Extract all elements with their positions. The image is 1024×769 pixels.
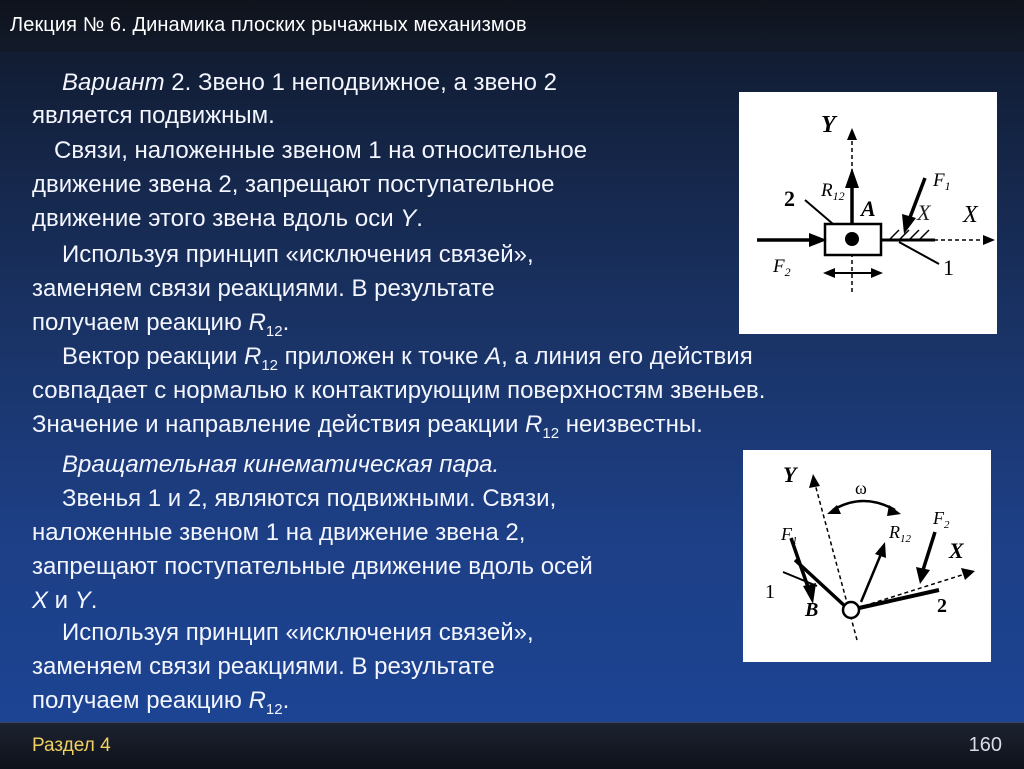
x-axis-label-secondary: X: [917, 200, 931, 225]
text-line: получаем реакцию $R_{12}$.: [32, 687, 290, 718]
text-line: движение этого звена вдоль оси Y.: [32, 205, 423, 232]
text-line: является подвижным.: [32, 102, 275, 129]
text-line: движение звена 2, запрещают поступательное: [32, 171, 555, 198]
r12-arrowhead: [845, 168, 859, 188]
footer-bar: [0, 722, 1024, 769]
omega-arrowhead-right: [887, 505, 901, 516]
link2-bar: [859, 590, 939, 608]
figure-prismatic-pair: [739, 92, 997, 334]
text-line: заменяем связи реакциями. В результате: [32, 275, 495, 302]
page-number: 160: [968, 734, 1002, 756]
text-line: совпадает с нормалью к контактирующим поверхностям звеньев.: [32, 377, 766, 404]
y-axis-arrowhead: [847, 128, 857, 140]
text-line: наложенные звеном 1 на движение звена 2,: [32, 519, 526, 546]
y-axis-label: Y: [821, 112, 836, 138]
f2-vector: [923, 532, 935, 570]
text-line: Вариант 2. Звено 1 неподвижное, а звено 2: [62, 69, 557, 96]
text-line: X и Y.: [32, 587, 98, 614]
title-bar: [0, 0, 1024, 52]
prismatic-pair-diagram: [739, 92, 997, 334]
text-line: Связи, наложенные звеном 1 на относительное: [54, 137, 588, 164]
r12-label: $R_{12}$: [821, 180, 845, 203]
link1-label: 1: [943, 255, 954, 280]
link2-leader: [805, 200, 833, 224]
x-axis-label: X: [949, 538, 964, 563]
motion-arrowhead-right: [871, 268, 883, 278]
text-line: Используя принцип «исключения связей»,: [62, 241, 534, 268]
point-a-dot: [845, 232, 859, 246]
f2-label: $F_2$: [773, 256, 791, 279]
text-line: получаем реакцию $R_{12}$.: [32, 309, 290, 340]
revolute-pair-diagram: [743, 450, 991, 662]
text-line: Вектор реакции $R_{12}$ приложен к точке А, а линия его действия: [62, 343, 753, 374]
subheading: Вращательная кинематическая пара.: [62, 451, 500, 478]
y-axis-arrowhead: [809, 474, 820, 488]
x-axis-label: X: [963, 202, 978, 228]
point-b-label: B: [805, 599, 819, 621]
link2-label: 2: [784, 186, 795, 211]
section-label: Раздел 4: [32, 735, 111, 756]
joint-b: [843, 602, 859, 618]
omega-arc: [833, 501, 895, 510]
y-axis-label: Y: [783, 462, 797, 487]
link2-label: 2: [937, 595, 947, 617]
motion-arrowhead-left: [823, 268, 835, 278]
point-a-label: A: [861, 196, 876, 221]
text-line: Используя принцип «исключения связей»,: [62, 619, 534, 646]
text-line: запрещают поступательные движение вдоль осей: [32, 553, 593, 580]
link1-leader: [899, 242, 939, 264]
text-line: Звенья 1 и 2, являются подвижными. Связи,: [62, 485, 557, 512]
r12-arrowhead: [875, 542, 886, 558]
x-axis-arrowhead: [961, 568, 975, 580]
text-line: заменяем связи реакциями. В результате: [32, 653, 495, 680]
f1-label: $F_1$: [781, 524, 798, 547]
f2-label: $F_2$: [933, 508, 950, 531]
r12-vector: [861, 554, 881, 602]
link1-label: 1: [765, 581, 775, 603]
f2-arrowhead: [916, 567, 930, 584]
r12-label: $R_{12}$: [889, 522, 911, 545]
text-line: Значение и направление действия реакции $R_{12}$ неизвестны.: [32, 411, 703, 442]
f1-label: $F_1$: [933, 170, 951, 193]
slide-title: Лекция № 6. Динамика плоских рычажных механизмов: [10, 14, 527, 36]
omega-label: ω: [855, 478, 867, 498]
figure-revolute-pair: [743, 450, 991, 662]
x-axis-arrowhead: [983, 235, 995, 245]
